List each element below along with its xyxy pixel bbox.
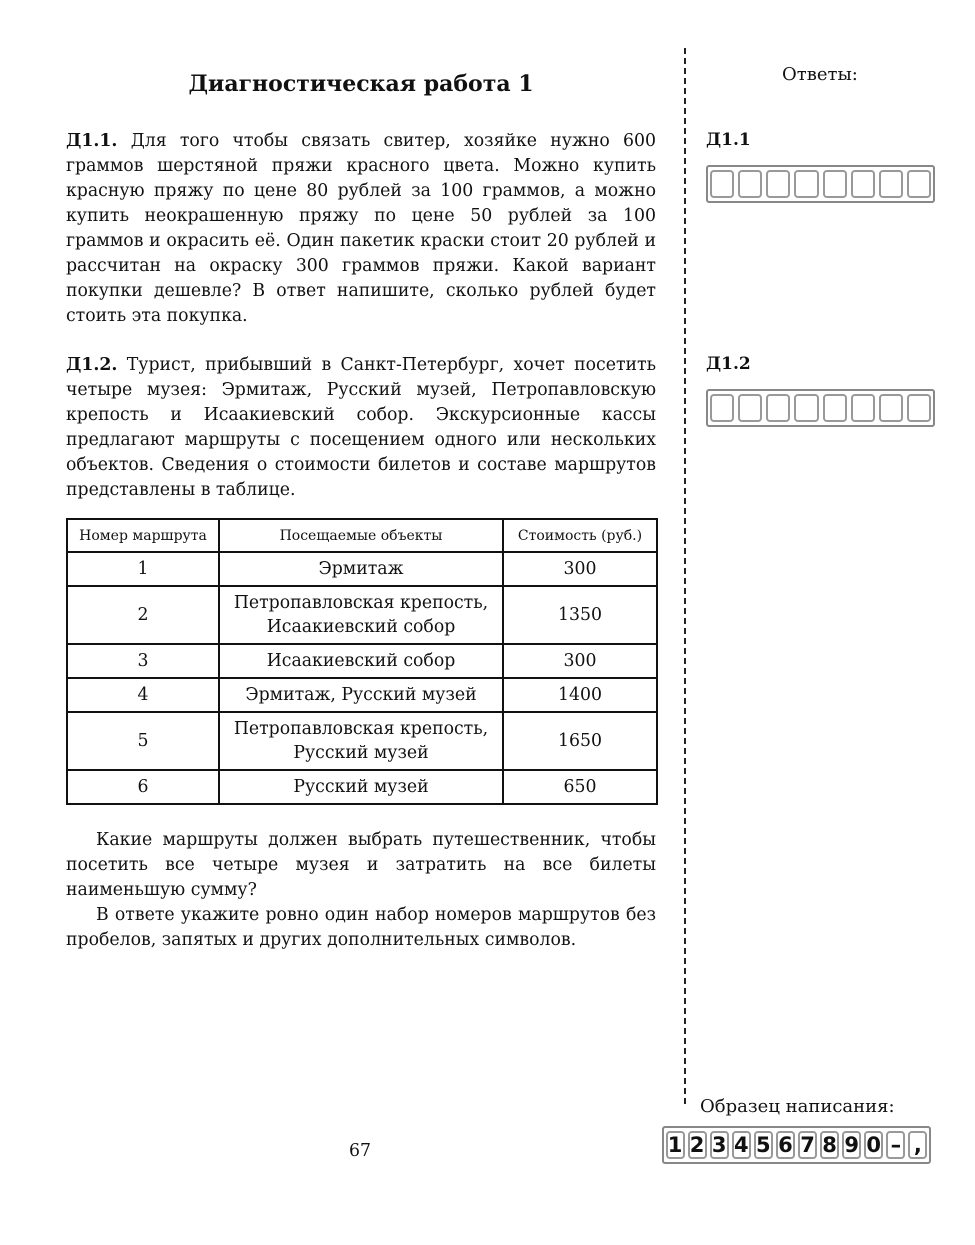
answer-cell[interactable] [851, 394, 875, 422]
route-number: 2 [67, 586, 219, 644]
route-cost: 650 [503, 770, 657, 804]
answer-field-d1-1[interactable] [706, 165, 935, 203]
sample-char: 6 [776, 1131, 795, 1159]
answer-cell[interactable] [710, 170, 734, 198]
answer-cell[interactable] [907, 170, 931, 198]
table-row [67, 552, 657, 586]
answer-cell[interactable] [794, 394, 818, 422]
route-cost: 300 [503, 552, 657, 586]
header-cost: Стоимость (руб.) [503, 519, 657, 552]
table-row [67, 712, 657, 770]
route-objects [219, 678, 503, 712]
answer-cell[interactable] [851, 170, 875, 198]
route-objects [219, 586, 503, 644]
sample-char: 7 [798, 1131, 817, 1159]
task-d1-2-question: Какие маршруты должен выбрать путешественник, чтобы посетить все четыре музея и затратить на все билеты наименьшую сумму? [66, 830, 656, 900]
route-number: 3 [67, 644, 219, 678]
sample-writing-label: Образец написания: [700, 1096, 895, 1117]
answer-cell[interactable] [879, 170, 903, 198]
route-number: 4 [67, 678, 219, 712]
sample-char: – [886, 1131, 905, 1159]
table-row [67, 586, 657, 644]
page-number: 67 [349, 1141, 371, 1161]
task-d1-2 [66, 353, 656, 503]
answer-cell[interactable] [738, 170, 762, 198]
answer-label-d1-1: Д1.1 [706, 130, 751, 150]
route-objects-line: Русский музей [293, 777, 429, 797]
answers-title: Ответы: [782, 64, 858, 85]
sample-char: , [908, 1131, 927, 1159]
answer-cell[interactable] [710, 394, 734, 422]
sample-char: 3 [710, 1131, 729, 1159]
answer-column-divider [684, 48, 686, 1104]
route-objects-line: Петропавловская крепость, [233, 719, 489, 739]
route-cost: 300 [503, 644, 657, 678]
sample-char: 9 [842, 1131, 861, 1159]
route-cost: 1400 [503, 678, 657, 712]
route-cost: 1650 [503, 712, 657, 770]
sample-char: 2 [688, 1131, 707, 1159]
route-number: 6 [67, 770, 219, 804]
route-objects-line: Исаакиевский собор [266, 617, 456, 637]
answer-label-d1-2: Д1.2 [706, 354, 751, 374]
sample-char: 8 [820, 1131, 839, 1159]
task-d1-1 [66, 129, 656, 329]
route-objects-line: Эрмитаж [318, 559, 404, 579]
route-number: 5 [67, 712, 219, 770]
answer-cell[interactable] [879, 394, 903, 422]
answer-cell[interactable] [738, 394, 762, 422]
route-objects-line: Исаакиевский собор [266, 651, 456, 671]
task-d1-1-label: Д1.1. [66, 131, 118, 151]
sample-char: 4 [732, 1131, 751, 1159]
sample-writing-cells [662, 1126, 931, 1164]
task-d1-2-instruction: В ответе укажите ровно один набор номеров маршрутов без пробелов, запятых и других дополнительных символов. [66, 905, 656, 950]
answer-cell[interactable] [766, 170, 790, 198]
answer-cell[interactable] [823, 170, 847, 198]
table-row [67, 644, 657, 678]
route-objects [219, 770, 503, 804]
header-route-number: Номер маршрута [67, 519, 219, 552]
routes-table [66, 518, 658, 805]
route-objects [219, 552, 503, 586]
answer-cell[interactable] [766, 394, 790, 422]
sample-char: 0 [864, 1131, 883, 1159]
table-row [67, 770, 657, 804]
table-row [67, 678, 657, 712]
task-d1-2-text: Турист, прибывший в Санкт-Петербург, хочет посетить четыре музея: Эрмитаж, Русский музей, Петропавловскую крепость и Исаакиевский собор. Экскурсионные кассы предлагают маршруты с посещением одного или нескольких объектов. Сведения о стоимости билетов и составе маршрутов представлены в таблице. [66, 355, 656, 500]
sample-char: 1 [666, 1131, 685, 1159]
route-objects [219, 712, 503, 770]
answer-cell[interactable] [907, 394, 931, 422]
route-objects-line: Эрмитаж, Русский музей [245, 685, 477, 705]
table-header-row [67, 519, 657, 552]
sample-char: 5 [754, 1131, 773, 1159]
answer-field-d1-2[interactable] [706, 389, 935, 427]
page-title: Диагностическая работа 1 [188, 71, 534, 97]
answer-cell[interactable] [823, 394, 847, 422]
task-d1-1-text: Для того чтобы связать свитер, хозяйке нужно 600 граммов шерстяной пряжи красного цвета. Можно купить красную пряжу по цене 80 рублей за 100 граммов, а можно купить неокрашенную пряжу по цене 50 рублей за 100 граммов и окрасить её. Один пакетик краски стоит 20 рублей и рассчитан на окраску 300 граммов пряжи. Какой вариант покупки дешевле? В ответ напишите, сколько рублей будет стоить эта покупка. [66, 131, 656, 326]
route-objects [219, 644, 503, 678]
task-d1-2-label: Д1.2. [66, 355, 118, 375]
route-number: 1 [67, 552, 219, 586]
header-objects: Посещаемые объекты [219, 519, 503, 552]
route-objects-line: Русский музей [293, 743, 429, 763]
route-cost: 1350 [503, 586, 657, 644]
route-objects-line: Петропавловская крепость, [233, 593, 489, 613]
answer-cell[interactable] [794, 170, 818, 198]
